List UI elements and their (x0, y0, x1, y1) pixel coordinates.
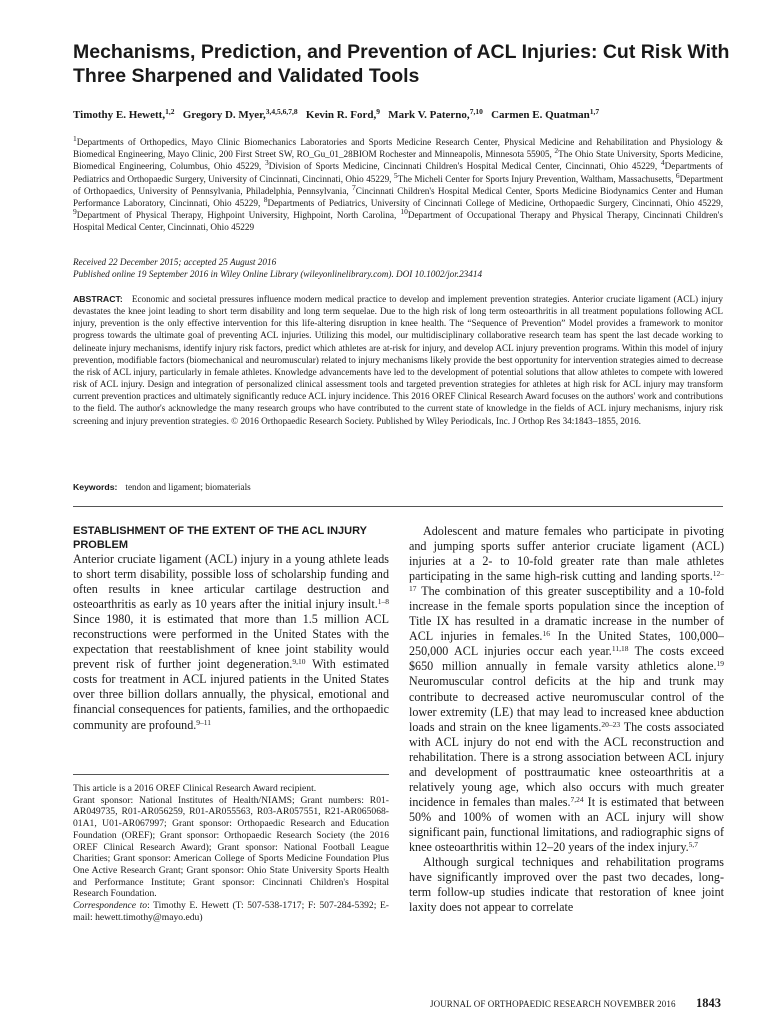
award-note: This article is a 2016 OREF Clinical Research Award recipient. (73, 783, 317, 794)
author: Kevin R. Ford,$^9$ (305, 107, 380, 121)
published-date: Published online 19 September 2016 in Wiley Online Library (wileyonlinelibrary.com). DOI 10.1002/jor.23414 (73, 269, 483, 280)
footnote-divider (73, 774, 389, 775)
paragraph: Adolescent and mature females who participate in pivoting and jumping sports suffer anterior cruciate ligament (ACL) injuries at a 2- to 10-fold greater rate than male athletes participating in the same high-risk cutting and landing sports.$^{12-17}$ The combination of this greater susceptibility and a 10-fold increase in the female sports population since the inception of Title IX has resulted in a dramatic increase in the number of ACL injuries in females.$^{16}$ In the United States, 100,000–250,000 ACL injuries occur each year.$^{11,18}$ The costs exceed $650 million annually in female varsity athletics alone.$^{19}$ Neuromuscular control deficits at the hip and trunk may contribute to decreased active neuromuscular control of the lower extremity (LE) that may lead to increased knee abduction loads and strain on the knee ligaments.$^{20-23}$ The costs associated with ACL injury do not end with the ACL reconstruction and rehabilitation. There is a strong association between ACL injury and development of posttraumatic knee osteoarthritis at a relatively young age, which also occurs with much greater incidence in females than males.$^{7,24}$ It is estimated that between 50% and 100% of women with an ACL injury will show significant pain, functional limitations, and radiographic signs of knee osteoarthritis within 12–20 years of the index injury.$^{5,7}$ (409, 524, 724, 854)
affiliations: $^1$Departments of Orthopedics, Mayo Clinic Biomechanics Laboratories and Sports Medicine Research Center, Physical Medicine and Rehabilitation and Physiology & Biomedical Engineering, Mayo Clinic, 200 First Street SW, RO_Gu_01_28BIOM Rochester and Minneapolis, Minnesota 55905, $^2$The Ohio State University, Sports Medicine, Biomedical Engineering, Columbus, Ohio 45229, $^3$Division of Sports Medicine, Cincinnati Children's Hospital Medical Center, Cincinnati, Ohio 45229, $^4$Departments of Pediatrics and Orthopaedic Surgery, University of Cincinnati, Cincinnati, Ohio 45229, $^5$The Micheli Center for Sports Injury Prevention, Waltham, Massachusetts, $^6$Department of Orthopaedics, University of Pennsylvania, Philadelphia, Pennsylvania, $^7$Cincinnati Children's Hospital Medical Center, Sports Medicine Biodynamics Center and Human Performance Laboratory, Cincinnati, Ohio 45229, $^8$Departments of Pediatrics, University of Cincinnati College of Medicine, Orthopaedic Surgery, Cincinnati, Ohio 45229, $^9$Department of Physical Therapy, Highpoint University, Highpoint, North Carolina, $^{10}$Department of Occupational Therapy and Physical Therapy, Cincinnati Children's Hospital Medical Center, Cincinnati, Ohio 45229 (73, 134, 724, 233)
abstract (73, 293, 723, 427)
author: Timothy E. Hewett,$^{1,2}$ (73, 107, 175, 121)
section-heading: ESTABLISHMENT OF THE EXTENT OF THE ACL INJURY PROBLEM (73, 525, 367, 551)
received-date: Received 22 December 2015; accepted 25 August 2016 (73, 257, 277, 267)
author: Mark V. Paterno,$^{7,10}$ (388, 107, 483, 121)
paragraph: Anterior cruciate ligament (ACL) injury in a young athlete leads to short term disability, possible loss of scholarship funding and often results in knee articular cartilage destruction and osteoarthritis as early as 10 years after the initial injury insult.$^{1-8}$ Since 1980, it is estimated that more than 1.5 million ACL reconstructions were performed in the United States with the expectation that reestablishment of knee joint stability would prevent risk of further joint degeneration.$^{9,10}$ With estimated costs for treatment in ACL injured patients in the United States over three billion dollars annually, the physical, emotional and financial consequences for patients, families, and the orthopaedic community are profound.$^{9-11}$ (73, 552, 389, 732)
abstract-text: Economic and societal pressures influence modern medical practice to develop and implement prevention strategies. Anterior cruciate ligament (ACL) injury devastates the knee joint leading to short term disability and long term sequelae. Due to the high risk of long term osteoarthritis in all treatment populations following ACL injury, prevention is the only effective intervention for this life-altering disruption in knee health. The “Sequence of Prevention” Model provides a framework to monitor progress towards the ultimate goal of preventing ACL injuries. Utilizing this model, our multidisciplinary collaborative research team has spent the last decade working to delineate injury mechanisms, identify injury risk factors, predict which athletes are at-risk for injury, and develop ACL injury prevention programs. Within this model of injury prevention, modifiable factors (biomechanical and neuromuscular) related to injury mechanisms likely provide the best opportunity for intervention strategies aimed to decrease the risk of ACL injury, particularly in female athletes. Knowledge advancements have led to the development of potential solutions that allow athletes to compete with lowered risk of ACL injury. Design and integration of personalized clinical assessment tools and targeted prevention strategies for athletes at high risk for ACL injury may transform current prevention practices and ultimately significantly reduce ACL injury incidence. This 2016 OREF Clinical Research Award focuses on the authors' work and contributions to the field. The author's acknowledge the many research groups who have contributed to the current state of knowledge in the fields of ACL injury mechanisms, injury risk screening and injury prevention strategies. © 2016 Orthopaedic Research Society. Published by Wiley Periodicals, Inc. J Orthop Res 34:1843–1855, 2016. (73, 294, 724, 426)
paragraph: Although surgical techniques and rehabilitation programs have significantly improved over the past two decades, long-term follow-up studies indicate that restoration of knee joint laxity does not appear to correlate (409, 855, 724, 915)
grant-sponsors: Grant sponsor: National Institutes of Health/NIAMS; Grant numbers: R01-AR049735, R01-AR056259, R01-AR055563, R03-AR057551, R21-AR065068-01A1, U01-AR067997; Grant sponsor: Orthopaedic Research and Education Foundation (OREF); Grant sponsor: Orthopaedic Research Society (the 2016 OREF Clinical Research Award); Grant sponsor: National Football League Charities; Grant sponsor: American College of Sports Medicine Foundation Plus One Active Research Grant; Grant sponsor: Ohio State University Sports Health and Performance Institute; Grant sponsor: Cincinnati Children's Hospital Research Foundation. (73, 794, 389, 900)
header-divider (73, 506, 723, 507)
keywords (73, 482, 723, 492)
publication-dates (73, 256, 723, 281)
article-title: Mechanisms, Prediction, and Prevention of ACL Injuries: Cut Risk With Three Sharpened and Validated Tools (73, 41, 730, 87)
footnote (73, 783, 389, 923)
author: Carmen E. Quatman$^{1,7}$ (491, 107, 600, 121)
abstract-label: ABSTRACT: (73, 294, 123, 304)
author-list (73, 109, 733, 121)
keywords-text: tendon and ligament; biomaterials (125, 482, 251, 492)
keywords-label: Keywords: (73, 482, 118, 492)
body-column-left (73, 552, 389, 733)
correspondence: Correspondence to: Timothy E. Hewett (T: 507-538-1717; F: 507-284-5392; E-mail: hewett.timothy@mayo.edu) (73, 900, 389, 923)
page-number: 1843 (696, 996, 721, 1010)
journal-footer: JOURNAL OF ORTHOPAEDIC RESEARCH NOVEMBER 2016 (430, 999, 676, 1009)
body-column-right (409, 524, 724, 915)
author: Gregory D. Myer,$^{3,4,5,6,7,8}$ (182, 107, 298, 121)
